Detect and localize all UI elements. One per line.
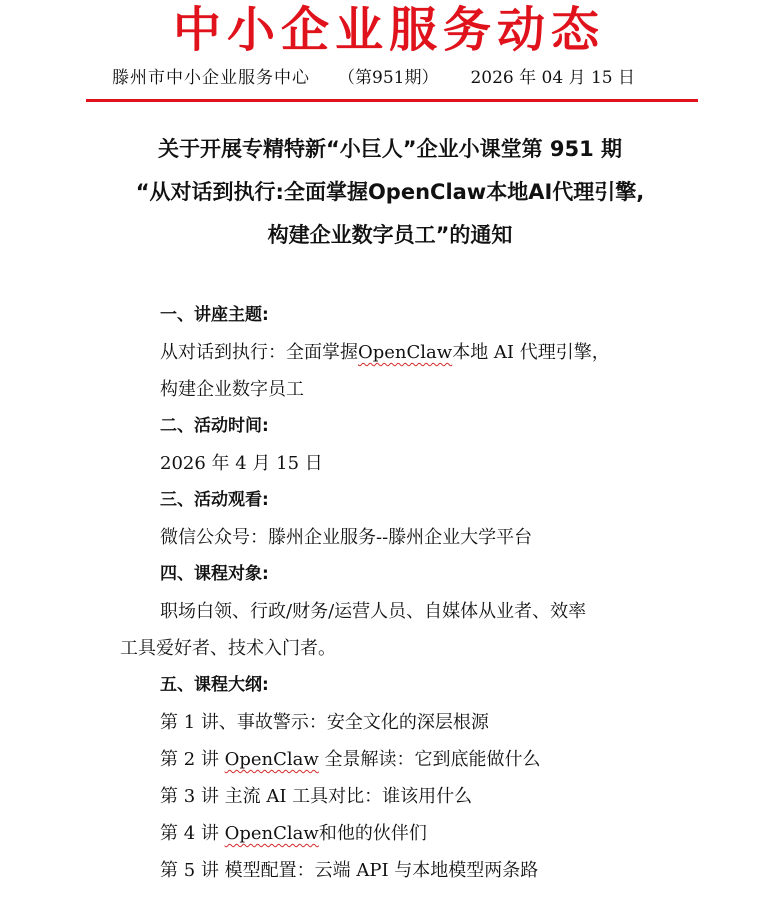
- notice-title-line-1: 关于开展专精特新“小巨人”企业小课堂第 951 期: [157, 137, 623, 161]
- outline-text: 第 1 讲、事故警示：安全文化的深层根源: [160, 712, 489, 733]
- outline-item: [120, 852, 690, 889]
- outline-text: 全景解读：它到底能做什么: [318, 749, 541, 770]
- outline-item: [120, 815, 690, 852]
- section-heading-outline: 五、课程大纲:: [160, 675, 269, 695]
- product-name: OpenClaw: [224, 823, 319, 844]
- watch-channel: 微信公众号：滕州企业服务--滕州企业大学平台: [160, 527, 533, 548]
- audience-line-2: 工具爱好者、技术入门者。: [120, 638, 336, 659]
- product-name: OpenClaw: [224, 749, 319, 770]
- outline-text: 第 2 讲: [160, 749, 225, 770]
- masthead-title: 中小企业服务动态: [172, 2, 605, 58]
- topic-text-c: 本地 AI 代理引擎，: [452, 342, 610, 363]
- section-heading-watch: 三、活动观看:: [160, 490, 269, 510]
- issue-number: （第951期）: [338, 68, 439, 88]
- masthead-divider: [86, 99, 698, 102]
- notice-title-line-3: 构建企业数字员工”的通知: [267, 223, 513, 247]
- notice-title: [60, 128, 720, 257]
- product-name: OpenClaw: [358, 342, 453, 363]
- section-heading-time: 二、活动时间:: [160, 416, 269, 436]
- topic-text-a: 从对话到执行：全面掌握: [160, 342, 358, 363]
- topic-line-2: 构建企业数字员工: [160, 379, 304, 400]
- event-date: 2026 年 4 月 15 日: [160, 453, 323, 474]
- issue-date: 2026 年 04 月 15 日: [470, 68, 635, 88]
- section-heading-topic: 一、讲座主题:: [160, 305, 269, 325]
- outline-text: 第 3 讲 主流 AI 工具对比：谁该用什么: [160, 786, 473, 807]
- outline-item: [120, 778, 690, 815]
- outline-text: 第 4 讲: [160, 823, 225, 844]
- outline-text: 第 5 讲 模型配置：云端 API 与本地模型两条路: [160, 860, 539, 881]
- outline-item: [120, 704, 690, 741]
- issuing-organization: 滕州市中小企业服务中心: [112, 68, 310, 88]
- notice-body: [120, 297, 690, 889]
- notice-title-line-2: “从对话到执行:全面掌握OpenClaw本地AI代理引擎,: [135, 180, 645, 204]
- issue-line: [112, 66, 712, 90]
- masthead: [0, 0, 778, 60]
- audience-line-1: 职场白领、行政/财务/运营人员、自媒体从业者、效率: [160, 601, 587, 622]
- topic-line-1: [120, 334, 690, 371]
- outline-item: [120, 741, 690, 778]
- section-heading-audience: 四、课程对象:: [160, 564, 269, 584]
- outline-text: 和他的伙伴们: [318, 823, 427, 844]
